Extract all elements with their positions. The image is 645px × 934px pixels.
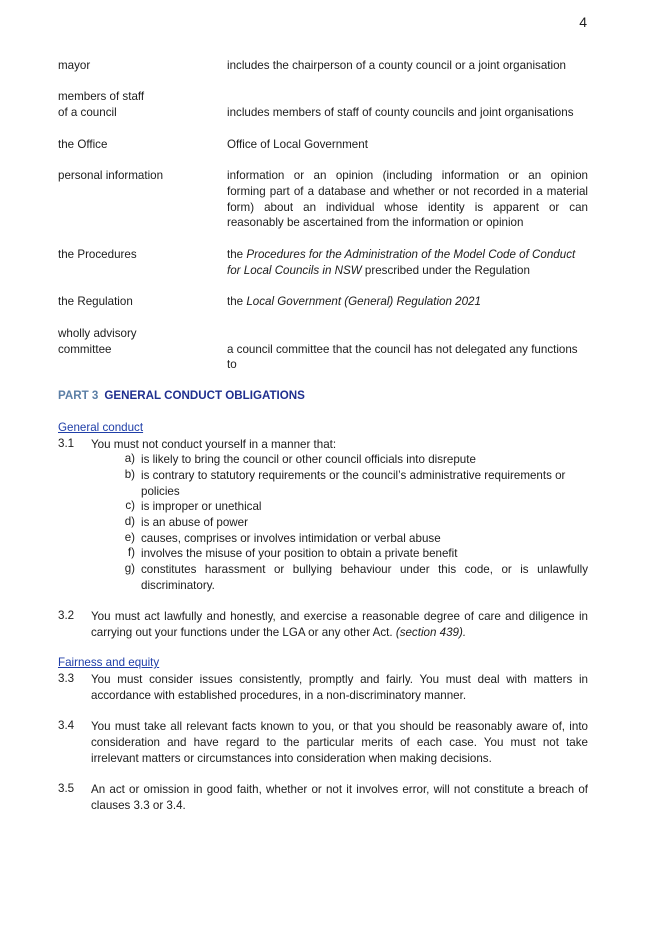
term-the-procedures: the Procedures	[58, 248, 137, 261]
list-item-label: c)	[125, 499, 135, 512]
clause-text: carrying out your functions under the LGA or any other Act. (section 439).	[91, 626, 467, 639]
definition-the-procedures-line: for Local Councils in NSW prescribed under the Regulation	[227, 264, 530, 277]
clause-text: You must not conduct yourself in a manner that:	[91, 438, 337, 451]
definition-wholly-advisory-committee-line: to	[227, 358, 237, 371]
definition-personal-information-line: forming part of a database and whether or not recorded in a material	[227, 185, 588, 198]
list-item: is contrary to statutory requirements or the council’s administrative requirements or	[141, 469, 566, 482]
clause-text: An act or omission in good faith, whether or not it involves error, will not constitute a breach of	[91, 783, 588, 796]
page-number: 4	[579, 14, 587, 30]
part-title: GENERAL CONDUCT OBLIGATIONS	[104, 389, 305, 402]
clause-text: You must take all relevant facts known to you, or that you should be reasonably aware of, into	[91, 720, 588, 733]
clause-text: clauses 3.3 or 3.4.	[91, 799, 186, 812]
term-the-office: the Office	[58, 138, 108, 151]
definition-personal-information-line: reasonably be ascertained from the information or opinion	[227, 216, 524, 229]
list-item: causes, comprises or involves intimidation or verbal abuse	[141, 532, 441, 545]
clause-number: 3.5	[58, 782, 75, 795]
term-mayor: mayor	[58, 59, 91, 72]
list-item-label: e)	[124, 531, 135, 544]
clause-number: 3.1	[58, 437, 75, 450]
clause-text: accordance with established procedures, in a non-discriminatory manner.	[91, 689, 467, 702]
definition-wholly-advisory-committee-line: a council committee that the council has not delegated any functions	[227, 343, 578, 356]
part-heading	[58, 389, 305, 402]
definition-mayor: includes the chairperson of a county council or a joint organisation	[227, 59, 566, 72]
list-item: is improper or unethical	[141, 500, 262, 513]
list-item: is likely to bring the council or other council officials into disrepute	[141, 453, 476, 466]
clause-text: You must act lawfully and honestly, and exercise a reasonable degree of care and diligence in	[91, 610, 588, 623]
clause-text: consideration and have regard to the particular merits of each case. You must not take	[91, 736, 588, 749]
list-item-continuation: discriminatory.	[141, 579, 215, 592]
definition-the-office: Office of Local Government	[227, 138, 368, 151]
clause-text: irrelevant matters or circumstances into consideration when making decisions.	[91, 752, 492, 765]
term-members-of-staff: members of staff	[58, 90, 145, 103]
list-item-label: d)	[124, 515, 135, 528]
definition-the-procedures-line: the Procedures for the Administration of the Model Code of Conduct	[227, 248, 576, 261]
list-item-label: f)	[127, 546, 135, 559]
list-item-label: b)	[124, 468, 135, 481]
section-heading-general-conduct: General conduct	[58, 421, 144, 434]
clause-number: 3.2	[58, 609, 75, 622]
definition-members-of-staff: includes members of staff of county councils and joint organisations	[227, 106, 574, 119]
legal-citation: (section 439).	[395, 626, 467, 639]
term-personal-information: personal information	[58, 169, 164, 182]
term-members-of-staff-line2: of a council	[58, 106, 117, 119]
term-wholly-advisory-committee-line2: committee	[58, 343, 112, 356]
clause-number: 3.4	[58, 719, 75, 732]
term-the-regulation: the Regulation	[58, 295, 133, 308]
list-item: involves the misuse of your position to obtain a private benefit	[141, 547, 458, 560]
list-item: is an abuse of power	[141, 516, 248, 529]
definition-the-regulation: the Local Government (General) Regulation 2021	[227, 295, 481, 308]
list-item-label: a)	[124, 452, 135, 465]
list-item-continuation: policies	[141, 485, 180, 498]
section-heading-fairness-and-equity: Fairness and equity	[58, 656, 160, 669]
clause-number: 3.3	[58, 672, 75, 685]
list-item: constitutes harassment or bullying behaviour under this code, or is unlawfully	[141, 563, 588, 576]
part-label: PART 3	[58, 389, 99, 402]
list-item-label: g)	[124, 562, 135, 575]
definition-personal-information-line: form) about an individual whose identity is apparent or can	[227, 201, 588, 214]
definition-personal-information-line: information or an opinion (including information or an opinion	[227, 169, 588, 182]
clause-text: You must consider issues consistently, promptly and fairly. You must deal with matters in	[91, 673, 588, 686]
term-wholly-advisory-committee: wholly advisory	[58, 327, 137, 340]
